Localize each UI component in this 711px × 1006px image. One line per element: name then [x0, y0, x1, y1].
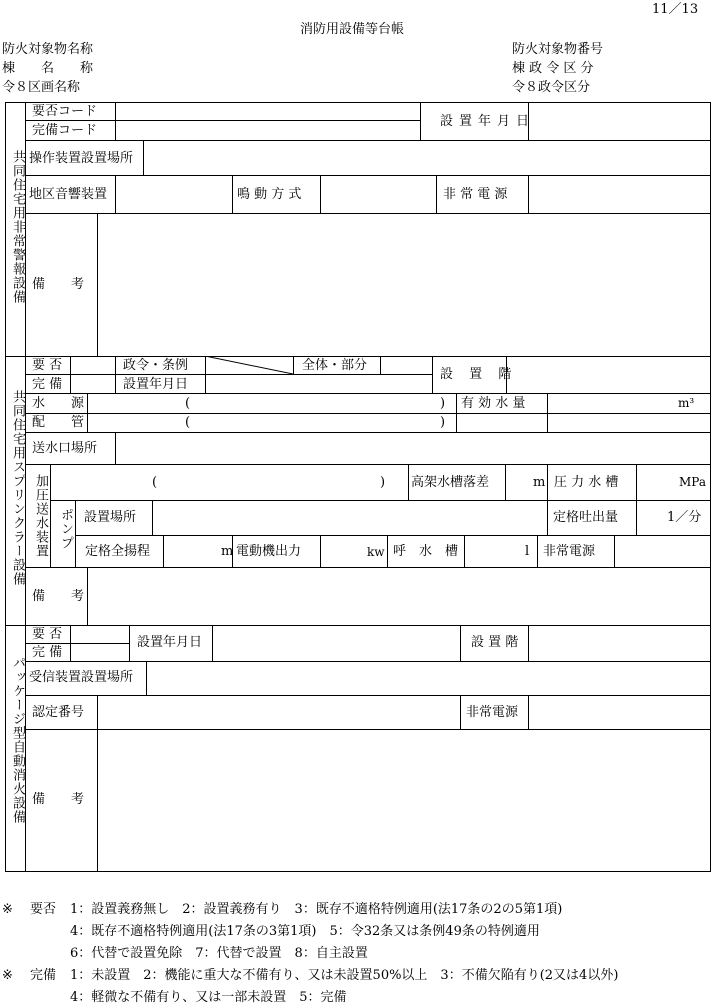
- s2-dendoki-label: 電動機出力: [236, 544, 302, 559]
- s2-v2: [115, 356, 116, 393]
- s2-v4: [293, 356, 294, 374]
- frame-bottom: [5, 871, 711, 872]
- s2-m-unit: m: [533, 475, 546, 490]
- s3-h2: [25, 661, 711, 662]
- s2-h8: [25, 567, 711, 568]
- s2-v9: [456, 393, 457, 432]
- s2-h3: [25, 413, 711, 414]
- s2-kw-unit: kw: [367, 545, 385, 559]
- s2-v14: [408, 464, 409, 500]
- s1-v4: [143, 140, 144, 175]
- s3-v8: [460, 695, 461, 729]
- s3-v6: [146, 661, 147, 695]
- s1-v7: [320, 175, 321, 213]
- s3-setchi-date-label: 設置年月日: [137, 635, 203, 650]
- s2-kaatsu-label: 加圧送水装置: [33, 474, 48, 558]
- s1-line-d: [25, 213, 711, 214]
- s1-biko-label: 備 考: [32, 277, 85, 292]
- s2-per-min-unit: 1／分: [667, 510, 702, 525]
- s2-yohi-label: 要 否: [32, 358, 63, 373]
- s2-koka-suiso-label: 高架水槽落差: [411, 475, 490, 490]
- s1-v1: [115, 102, 116, 140]
- s2-hijo-dengen-label: 非常電源: [543, 544, 596, 559]
- s2-v27: [614, 535, 615, 567]
- section-divider-2: [5, 625, 711, 626]
- s1-setchi-date-label: 設置年月日: [440, 114, 536, 129]
- s3-v1: [70, 625, 71, 661]
- s3-yohi-label: 要 否: [32, 627, 63, 642]
- s2-kanbi-label: 完 備: [32, 377, 63, 392]
- s1-hijo-dengen-label: 非 常 電 源: [443, 187, 508, 202]
- notes-mark-yohi: ※: [2, 902, 13, 917]
- s2-v24: [387, 535, 388, 567]
- notes-kanbi-label: 完備: [30, 968, 57, 983]
- page-number: 11／13: [652, 2, 699, 17]
- s1-meido-hoshiki-label: 鳴 動 方 式: [237, 187, 302, 202]
- s1-v5: [115, 175, 116, 213]
- s2-kaatsu-paren-close: ): [380, 475, 386, 490]
- s2-sosuiko-label: 送水口場所: [32, 441, 98, 456]
- s1-line-a: [25, 120, 420, 121]
- s2-v16: [547, 464, 548, 500]
- label-column-divider: [25, 102, 26, 872]
- s2-haikan-paren-open: (: [185, 415, 191, 430]
- header-zone-class-label: 令８政令区分: [512, 80, 591, 95]
- section-divider-1: [5, 356, 711, 357]
- section2-title: 共同住宅用スプリンクラー設備: [10, 390, 25, 586]
- s2-kaatsu-paren-open: (: [152, 475, 158, 490]
- s2-v5: [380, 356, 381, 374]
- s3-kanbi-label: 完 備: [32, 645, 63, 660]
- s2-atsuryoku-suiso-label: 圧 力 水 槽: [554, 475, 619, 490]
- s3-v3: [212, 625, 213, 661]
- s2-v18: [152, 500, 153, 535]
- s1-line-c: [25, 175, 711, 176]
- s2-v13: [75, 500, 76, 567]
- notes-yohi-line-1: 1：設置義務無し 2：設置義務有り 3：既存不適格特例適用(法17条の2の5第1項): [70, 902, 563, 917]
- s2-h4: [25, 432, 711, 433]
- s2-seirei-jorei-label: 政令・条例: [123, 358, 189, 373]
- s3-setchi-kai-label: 設 置 階: [471, 635, 519, 650]
- s1-v6: [232, 175, 233, 213]
- s2-v11: [115, 432, 116, 464]
- s1-v10: [97, 213, 98, 356]
- s3-biko-label: 備 考: [32, 792, 85, 807]
- s2-v23: [320, 535, 321, 567]
- s2-teikaku-toshutsu-label: 定格吐出量: [553, 510, 619, 525]
- s2-m-unit-2: m: [221, 544, 234, 559]
- s2-v25: [464, 535, 465, 567]
- s2-setchi-date-label: 設置年月日: [123, 377, 189, 392]
- s2-biko-label: 備 考: [32, 589, 85, 604]
- s3-v10: [97, 729, 98, 871]
- s3-hijo-dengen-label: 非常電源: [466, 705, 519, 720]
- s1-line-b: [25, 140, 711, 141]
- s2-v8: [87, 393, 88, 432]
- s2-h2: [25, 393, 711, 394]
- s2-h5: [25, 464, 711, 465]
- section1-title: 共同住宅用非常警報設備: [10, 150, 25, 304]
- section3-title: パッケージ型自動消火設備: [10, 656, 25, 824]
- s2-teikaku-yotei-label: 定格全揚程: [85, 544, 151, 559]
- s2-v19: [547, 500, 548, 535]
- s2-suigen-label: 水 源: [32, 396, 85, 411]
- s2-h7: [75, 535, 711, 536]
- s3-h1: [25, 643, 129, 644]
- header-building-label: 棟 名 称: [2, 61, 94, 76]
- s2-v21: [163, 535, 164, 567]
- s3-v7: [97, 695, 98, 729]
- s2-v15: [505, 464, 506, 500]
- page-title: 消防用設備等台帳: [300, 22, 405, 37]
- s2-diagonal-slash: [205, 356, 293, 374]
- s2-v6: [432, 356, 433, 393]
- s3-h3: [25, 695, 711, 696]
- notes-yohi-label: 要否: [30, 902, 57, 917]
- s2-yobimizu-label: 呼 水 槽: [393, 544, 459, 559]
- s2-m3-unit: m³: [678, 396, 695, 410]
- s1-sosa-basho-label: 操作装置設置場所: [29, 151, 134, 166]
- s3-v9: [528, 695, 529, 729]
- s2-l-unit: l: [525, 544, 530, 559]
- s2-setchi-kai-label: 設 置 階: [440, 367, 518, 382]
- s2-v17: [636, 464, 637, 500]
- s2-zentai-bubun-label: 全体・部分: [302, 358, 368, 373]
- s2-suigen-paren-close: ): [440, 396, 446, 411]
- s3-jushin-basho-label: 受信装置設置場所: [29, 670, 134, 685]
- s2-yuko-suiryo-label: 有 効 水 量: [461, 396, 526, 411]
- notes-kanbi-line-2: 4：軽微な不備有り、又は一部未設置 5：完備: [70, 990, 347, 1005]
- notes-mark-kanbi: ※: [2, 968, 13, 983]
- s1-yohi-code-label: 要否コード: [32, 104, 98, 119]
- s2-h1: [25, 374, 432, 375]
- header-number-label: 防火対象物番号: [512, 42, 604, 57]
- s2-v20: [636, 500, 637, 535]
- s2-pump-label: ポンプ: [58, 508, 73, 550]
- s2-pump-setchi-basho-label: 設置場所: [84, 510, 137, 525]
- s3-v2: [129, 625, 130, 661]
- s2-mpa-unit: MPa: [679, 475, 706, 489]
- s2-v10: [547, 393, 548, 432]
- s1-v9: [528, 175, 529, 213]
- frame-top: [5, 102, 711, 103]
- s2-haikan-label: 配 管: [32, 415, 85, 430]
- s1-v8: [436, 175, 437, 213]
- s1-chiku-onkyo-label: 地区音響装置: [29, 187, 108, 202]
- s2-v1: [70, 356, 71, 393]
- header-building-class-label: 棟 政 令 区 分: [512, 61, 594, 76]
- s1-v2: [420, 102, 421, 140]
- s2-v28: [87, 567, 88, 625]
- s1-kanbi-code-label: 完備コード: [32, 123, 98, 138]
- s2-v12: [50, 464, 51, 567]
- notes-kanbi-line-1: 1：未設置 2：機能に重大な不備有り、又は未設置50%以上 3：不備欠陥有り(2又は4以外): [70, 968, 619, 983]
- notes-yohi-line-3: 6：代替で設置免除 7：代替で設置 8：自主設置: [70, 946, 368, 961]
- s2-h6: [50, 500, 711, 501]
- s3-h4: [25, 729, 711, 730]
- s2-haikan-paren-close: ): [440, 415, 446, 430]
- s3-v5: [528, 625, 529, 661]
- s3-nintei-bango-label: 認定番号: [32, 705, 85, 720]
- header-zone-label: 令８区画名称: [2, 80, 81, 95]
- s2-v26: [537, 535, 538, 567]
- s3-v4: [460, 625, 461, 661]
- header-name-label: 防火対象物名称: [2, 42, 94, 57]
- notes-yohi-line-2: 4：既存不適格特例適用(法17条の3第1項) 5：令32条又は条例49条の特例適用: [70, 924, 540, 939]
- s2-suigen-paren-open: (: [185, 396, 191, 411]
